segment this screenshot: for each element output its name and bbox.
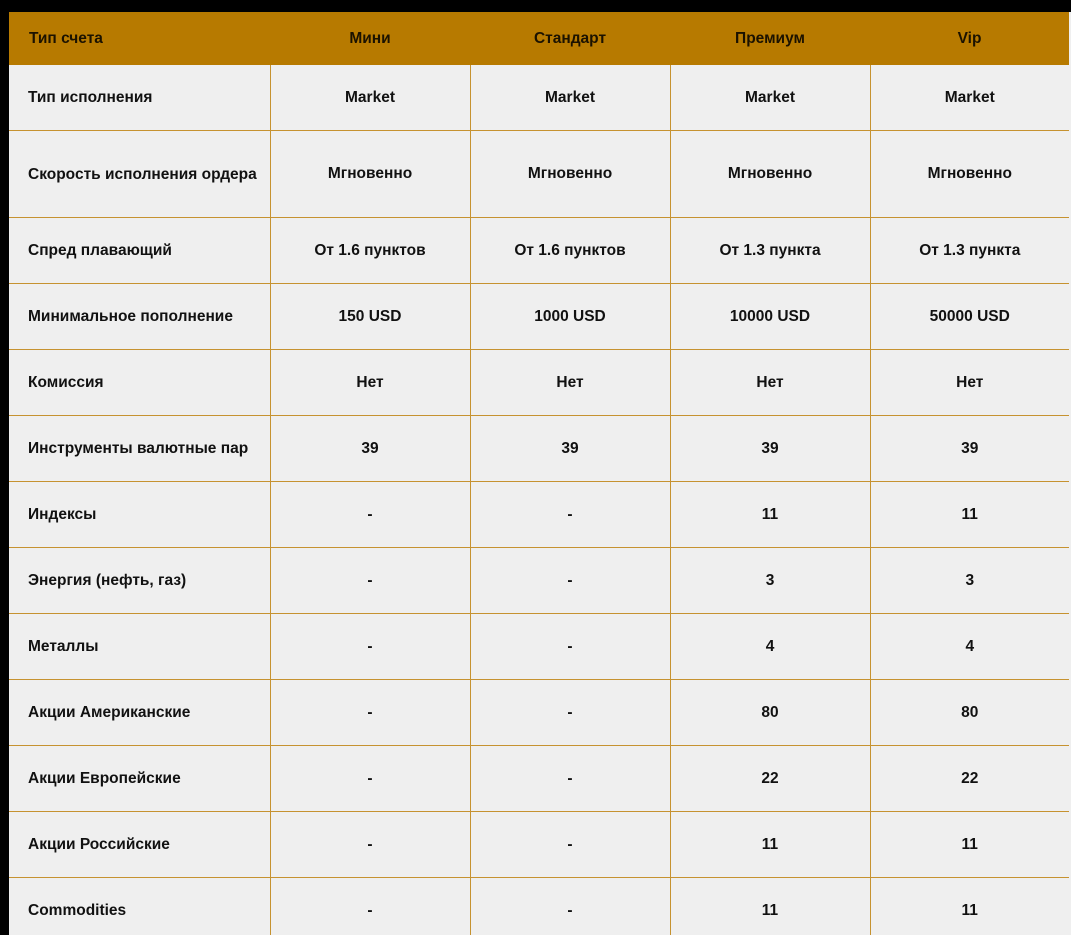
- cell-mini: Нет: [270, 350, 470, 416]
- cell-standard: -: [470, 878, 670, 935]
- account-types-table-container: [9, 12, 1071, 935]
- table-row: [9, 416, 1069, 482]
- row-label: Энергия (нефть, газ): [9, 548, 270, 614]
- cell-standard: -: [470, 812, 670, 878]
- account-types-table: [9, 12, 1069, 935]
- cell-vip: 4: [870, 614, 1069, 680]
- row-label: Спред плавающий: [9, 218, 270, 284]
- row-label: Металлы: [9, 614, 270, 680]
- table-row: [9, 746, 1069, 812]
- cell-standard: -: [470, 548, 670, 614]
- cell-standard: -: [470, 746, 670, 812]
- table-row: [9, 65, 1069, 131]
- cell-vip: 39: [870, 416, 1069, 482]
- cell-standard: 1000 USD: [470, 284, 670, 350]
- table-row: [9, 680, 1069, 746]
- cell-vip: Нет: [870, 350, 1069, 416]
- table-row: [9, 131, 1069, 218]
- header-premium: Премиум: [670, 12, 870, 65]
- row-label: Акции Американские: [9, 680, 270, 746]
- table-row: [9, 614, 1069, 680]
- cell-mini: 39: [270, 416, 470, 482]
- cell-premium: 11: [670, 482, 870, 548]
- row-label: Инструменты валютные пар: [9, 416, 270, 482]
- cell-mini: Мгновенно: [270, 131, 470, 218]
- table-header-row: [9, 12, 1069, 65]
- table-row: [9, 482, 1069, 548]
- cell-vip: Market: [870, 65, 1069, 131]
- cell-premium: 3: [670, 548, 870, 614]
- table-row: [9, 350, 1069, 416]
- header-account-type: Тип счета: [9, 12, 270, 65]
- row-label: Минимальное пополнение: [9, 284, 270, 350]
- cell-standard: Market: [470, 65, 670, 131]
- row-label: Индексы: [9, 482, 270, 548]
- cell-mini: Market: [270, 65, 470, 131]
- table-row: [9, 878, 1069, 935]
- cell-vip: 22: [870, 746, 1069, 812]
- header-standard: Стандарт: [470, 12, 670, 65]
- header-mini: Мини: [270, 12, 470, 65]
- row-label: Тип исполнения: [9, 65, 270, 131]
- cell-standard: Нет: [470, 350, 670, 416]
- cell-standard: 39: [470, 416, 670, 482]
- cell-premium: Мгновенно: [670, 131, 870, 218]
- cell-premium: Market: [670, 65, 870, 131]
- row-label: Скорость исполнения ордера: [9, 131, 270, 218]
- cell-premium: 10000 USD: [670, 284, 870, 350]
- cell-vip: 11: [870, 878, 1069, 935]
- table-row: [9, 284, 1069, 350]
- row-label: Комиссия: [9, 350, 270, 416]
- cell-vip: Мгновенно: [870, 131, 1069, 218]
- cell-standard: -: [470, 680, 670, 746]
- cell-vip: 11: [870, 812, 1069, 878]
- cell-mini: -: [270, 746, 470, 812]
- cell-premium: 11: [670, 812, 870, 878]
- cell-premium: От 1.3 пункта: [670, 218, 870, 284]
- cell-vip: 11: [870, 482, 1069, 548]
- cell-standard: -: [470, 482, 670, 548]
- cell-premium: 11: [670, 878, 870, 935]
- cell-mini: -: [270, 812, 470, 878]
- table-row: [9, 218, 1069, 284]
- cell-vip: 80: [870, 680, 1069, 746]
- row-label: Акции Европейские: [9, 746, 270, 812]
- cell-mini: 150 USD: [270, 284, 470, 350]
- cell-premium: 22: [670, 746, 870, 812]
- cell-vip: От 1.3 пункта: [870, 218, 1069, 284]
- cell-vip: 3: [870, 548, 1069, 614]
- cell-premium: 80: [670, 680, 870, 746]
- cell-standard: От 1.6 пунктов: [470, 218, 670, 284]
- row-label: Акции Российские: [9, 812, 270, 878]
- cell-premium: 4: [670, 614, 870, 680]
- cell-mini: -: [270, 878, 470, 935]
- cell-mini: -: [270, 680, 470, 746]
- cell-mini: -: [270, 482, 470, 548]
- header-vip: Vip: [870, 12, 1069, 65]
- table-row: [9, 812, 1069, 878]
- cell-vip: 50000 USD: [870, 284, 1069, 350]
- table-row: [9, 548, 1069, 614]
- cell-premium: Нет: [670, 350, 870, 416]
- cell-mini: -: [270, 548, 470, 614]
- cell-standard: -: [470, 614, 670, 680]
- cell-premium: 39: [670, 416, 870, 482]
- cell-mini: -: [270, 614, 470, 680]
- row-label: Commodities: [9, 878, 270, 935]
- cell-standard: Мгновенно: [470, 131, 670, 218]
- cell-mini: От 1.6 пунктов: [270, 218, 470, 284]
